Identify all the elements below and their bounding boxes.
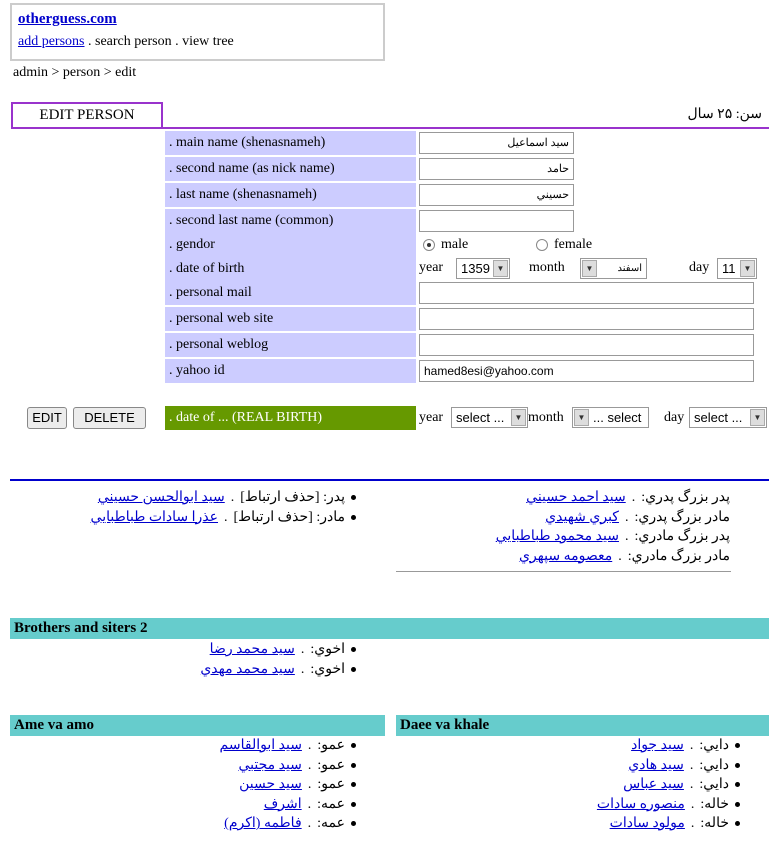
real-birth-label: . date of ... (REAL BIRTH) — [165, 406, 416, 430]
last-name-input[interactable]: حسيني — [419, 184, 574, 206]
bullet — [735, 782, 740, 787]
edit-button[interactable]: EDIT — [27, 407, 67, 429]
list-item: پدر بزرگ مادري:.سيد محمود طباطبايي — [495, 529, 730, 544]
relative-label: دايي: — [699, 738, 729, 753]
real-year-select[interactable] — [451, 407, 528, 428]
bullet — [735, 821, 740, 826]
list-item: عمه:.اشرف — [220, 795, 366, 815]
bullet — [351, 821, 356, 826]
relative-link[interactable]: سيد هادي — [628, 757, 684, 773]
yahoo-input[interactable]: hamed8esi@yahoo.com — [419, 360, 754, 382]
list-item: خاله:.منصوره سادات — [597, 795, 750, 815]
sibling-label: اخوي: — [310, 661, 345, 677]
list-item: پدر بزرگ پدري:.سيد احمد حسيني — [526, 490, 730, 505]
list-item: عمه:.فاطمه (اکرم) — [220, 814, 366, 834]
relative-link[interactable]: منصوره سادات — [596, 796, 685, 812]
second-name-label: . second name (as nick name) — [165, 157, 416, 181]
relative-label: خاله: — [700, 816, 729, 831]
dob-day-select[interactable] — [717, 258, 757, 279]
yahoo-label: . yahoo id — [165, 359, 416, 383]
sibling-link[interactable]: سيد محمد رضا — [209, 642, 295, 657]
relative-label: عمو: — [317, 738, 345, 753]
web-label: . personal web site — [165, 307, 416, 331]
bullet — [351, 515, 356, 520]
grandparent-label: مادر بزرگ مادري: — [627, 548, 730, 564]
paternal-header: Ame va amo — [10, 715, 385, 736]
bullet — [351, 763, 356, 768]
list-item: عمو:.سيد حسين — [220, 775, 366, 795]
list-item: اخوي:.سيد محمد رضا — [200, 640, 366, 660]
weblog-input[interactable] — [419, 334, 754, 356]
mail-label: . personal mail — [165, 281, 416, 305]
real-month-value: ... select — [593, 410, 642, 425]
female-option[interactable] — [536, 237, 592, 253]
edit-person-tab: EDIT PERSON — [11, 102, 163, 129]
view-tree-link[interactable]: view tree — [182, 34, 234, 49]
grandparent-link[interactable]: کبري شهيدي — [545, 509, 619, 525]
main-name-input[interactable]: سيد اسماعيل — [419, 132, 574, 154]
relative-link[interactable]: سيد عباس — [623, 777, 684, 792]
age-label: سن: ۲۵ سال — [687, 107, 762, 122]
gendor-label: . gendor — [165, 233, 416, 257]
list-item: دايي:.سيد عباس — [597, 775, 750, 795]
relative-link[interactable]: سيد مجتبي — [238, 757, 302, 773]
dob-label: . date of birth — [165, 257, 416, 281]
female-radio[interactable] — [536, 239, 548, 251]
real-month-label: month — [528, 410, 564, 425]
grandparents-divider — [396, 571, 731, 572]
real-year-value: select ... — [456, 410, 505, 425]
list-item: عمو:.سيد ابوالقاسم — [220, 736, 366, 756]
father-label: پدر: — [323, 490, 345, 505]
nav-bar — [18, 34, 377, 50]
relative-label: دايي: — [699, 777, 729, 792]
bullet — [735, 763, 740, 768]
section-divider — [10, 479, 769, 481]
bullet — [735, 802, 740, 807]
father-remove-link[interactable]: [حذف ارتباط] — [240, 490, 320, 505]
last-name-label: . last name (shenasnameh) — [165, 183, 416, 207]
siblings-list — [200, 640, 366, 679]
bullet — [351, 667, 356, 672]
search-person-link[interactable]: search person — [95, 34, 172, 49]
mail-input[interactable] — [419, 282, 754, 304]
list-item: دايي:.سيد هادي — [597, 756, 750, 776]
second-last-name-label: . second last name (common) — [165, 209, 416, 233]
chevron-down-icon: ▼ — [740, 260, 755, 277]
grandparent-label: مادر بزرگ پدري: — [634, 509, 730, 525]
add-persons-link[interactable]: add persons — [18, 34, 85, 49]
mother-label: مادر: — [316, 509, 345, 525]
bullet — [735, 743, 740, 748]
father-link[interactable]: سيد ابوالحسن حسيني — [97, 490, 225, 505]
grandparent-label: پدر بزرگ مادري: — [634, 529, 730, 544]
real-year-label: year — [419, 410, 444, 425]
relative-link[interactable]: سيد ابوالقاسم — [219, 738, 302, 753]
male-radio[interactable] — [423, 239, 435, 251]
site-header — [10, 3, 385, 61]
maternal-header: Daee va khale — [396, 715, 769, 736]
list-item: دايي:.سيد جواد — [597, 736, 750, 756]
siblings-header: Brothers and siters 2 — [10, 618, 769, 639]
real-day-label: day — [664, 410, 685, 425]
bullet — [351, 495, 356, 500]
bullet — [351, 802, 356, 807]
relative-label: خاله: — [700, 796, 729, 812]
relative-link[interactable]: سيد جواد — [631, 738, 684, 753]
list-item: مادر بزرگ پدري:.کبري شهيدي — [545, 509, 730, 525]
dob-year-label: year — [419, 260, 444, 275]
grandparent-link[interactable]: سيد احمد حسيني — [526, 490, 626, 505]
chevron-down-icon: ▼ — [574, 409, 589, 426]
relative-label: عمه: — [317, 816, 345, 831]
dob-year-select[interactable] — [456, 258, 510, 279]
dob-month-value: اسفند — [617, 263, 642, 274]
dob-month-label: month — [529, 260, 565, 275]
grandparents-list — [496, 488, 730, 566]
grandparent-link[interactable]: معصومه سپهري — [518, 548, 613, 564]
relative-label: عمه: — [317, 796, 345, 812]
list-item: پدر: [حذف ارتباط].سيد ابوالحسن حسيني — [91, 488, 366, 508]
mother-remove-link[interactable]: [حذف ارتباط] — [233, 509, 313, 525]
relative-link[interactable]: مولود سادات — [609, 816, 685, 831]
list-item: اخوي:.سيد محمد مهدي — [200, 660, 366, 680]
sibling-label: اخوي: — [310, 642, 345, 657]
nav-separator: . — [175, 34, 179, 49]
list-item: عمو:.سيد مجتبي — [220, 756, 366, 776]
chevron-down-icon: ▼ — [582, 260, 597, 277]
chevron-down-icon: ▼ — [493, 260, 508, 277]
male-option[interactable] — [423, 237, 468, 253]
second-last-name-input[interactable] — [419, 210, 574, 232]
nav-separator: . — [88, 34, 92, 49]
real-day-value: select ... — [694, 410, 743, 425]
second-name-input[interactable]: حامد — [419, 158, 574, 180]
bullet — [351, 647, 356, 652]
real-month-select[interactable] — [572, 407, 649, 428]
bullet — [351, 782, 356, 787]
relative-link[interactable]: فاطمه (اکرم) — [224, 816, 302, 831]
delete-button[interactable]: DELETE — [73, 407, 146, 429]
weblog-label: . personal weblog — [165, 333, 416, 357]
tab-divider — [163, 127, 769, 129]
grandparent-label: پدر بزرگ پدري: — [641, 490, 730, 505]
paternal-list — [220, 736, 366, 834]
relative-label: عمو: — [317, 777, 345, 792]
main-name-label: . main name (shenasnameh) — [165, 131, 416, 155]
dob-year-value: 1359 — [461, 261, 490, 276]
relative-label: دايي: — [699, 757, 729, 773]
parents-list — [91, 488, 366, 527]
list-item: مادر بزرگ مادري:.معصومه سپهري — [518, 548, 730, 564]
relative-link[interactable]: سيد حسين — [239, 777, 302, 792]
grandparent-link[interactable]: سيد محمود طباطبايي — [495, 529, 619, 544]
maternal-list — [597, 736, 750, 834]
dob-month-select[interactable] — [580, 258, 647, 279]
dob-day-label: day — [689, 260, 710, 275]
female-label: female — [554, 237, 593, 252]
breadcrumb: admin > person > edit — [13, 65, 137, 80]
relative-link[interactable]: اشرف — [263, 796, 302, 812]
mother-link[interactable]: عذرا سادات طباطبايي — [90, 509, 219, 525]
sibling-link[interactable]: سيد محمد مهدي — [200, 661, 295, 677]
relative-label: عمو: — [317, 757, 345, 773]
male-label: male — [441, 237, 469, 252]
real-day-select[interactable] — [689, 407, 767, 428]
chevron-down-icon: ▼ — [511, 409, 526, 426]
chevron-down-icon: ▼ — [750, 409, 765, 426]
list-item: مادر: [حذف ارتباط].عذرا سادات طباطبايي — [91, 508, 366, 528]
dob-day-value: 11 — [722, 261, 736, 276]
web-input[interactable] — [419, 308, 754, 330]
list-item: خاله:.مولود سادات — [597, 814, 750, 834]
bullet — [351, 743, 356, 748]
site-title-link[interactable]: otherguess.com — [18, 11, 117, 27]
